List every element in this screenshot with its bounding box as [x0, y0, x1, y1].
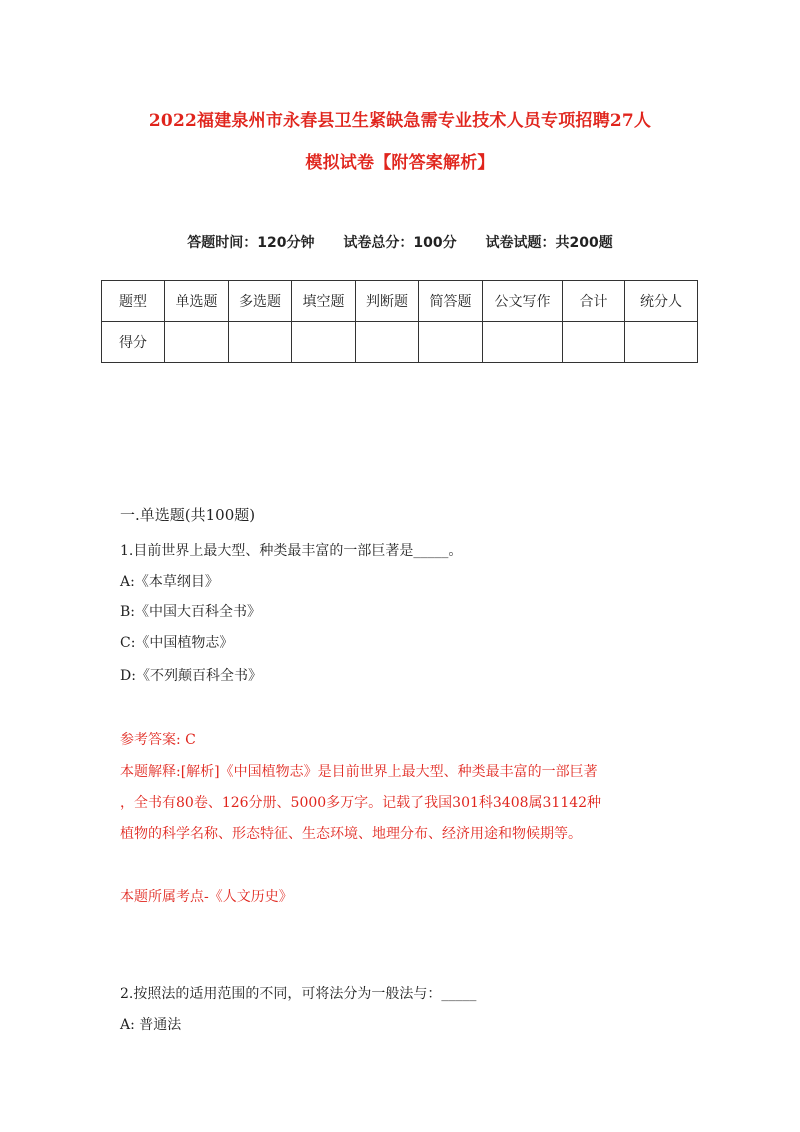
question-1-answer: 参考答案: C — [120, 732, 196, 748]
score-cell — [165, 322, 229, 363]
header-cell-fill-blank: 填空题 — [292, 281, 356, 322]
header-cell-single-choice: 单选题 — [165, 281, 229, 322]
header-cell-short-answer: 简答题 — [419, 281, 483, 322]
score-cell — [563, 322, 625, 363]
score-cell — [483, 322, 563, 363]
score-cell — [419, 322, 483, 363]
question-1-option-b: B:《中国大百科全书》 — [120, 604, 262, 620]
exam-total-score: 试卷总分：100分 — [343, 235, 457, 251]
header-cell-type: 题型 — [102, 281, 165, 322]
score-cell — [229, 322, 292, 363]
question-1-explanation-line-3: 植物的科学名称、形态特征、生态环境、地理分布、经济用途和物候期等。 — [120, 826, 582, 842]
exam-question-count: 试卷试题：共200题 — [485, 235, 613, 251]
question-1-option-c: C:《中国植物志》 — [120, 635, 234, 651]
question-1-option-d: D:《不列颠百科全书》 — [120, 668, 262, 684]
score-cell — [625, 322, 698, 363]
score-cell — [292, 322, 356, 363]
header-cell-official-writing: 公文写作 — [483, 281, 563, 322]
question-1-topic: 本题所属考点-《人文历史》 — [120, 889, 293, 905]
header-cell-scorer: 统分人 — [625, 281, 698, 322]
score-table — [101, 280, 698, 363]
question-1-option-a: A:《本草纲目》 — [120, 574, 219, 590]
question-2-option-a: A: 普通法 — [120, 1017, 182, 1033]
exam-info — [0, 232, 800, 252]
question-1-explanation-line-2: ，全书有80卷、126分册、5000多万字。记载了我国301科3408属31142种 — [120, 795, 602, 811]
section-heading: 一.单选题(共100题) — [120, 506, 256, 524]
header-cell-total: 合计 — [563, 281, 625, 322]
score-cell — [356, 322, 419, 363]
header-cell-true-false: 判断题 — [356, 281, 419, 322]
question-2-stem: 2.按照法的适用范围的不同，可将法分为一般法与：_____ — [120, 986, 477, 1002]
document-title-line-2: 模拟试卷【附答案解析】 — [305, 153, 495, 173]
question-1-explanation-line-1: 本题解释:[解析]《中国植物志》是目前世界上最大型、种类最丰富的一部巨著 — [120, 764, 598, 780]
score-table-header-row — [102, 281, 698, 322]
score-table-score-row — [102, 322, 698, 363]
document-title-line-1: 2022福建泉州市永春县卫生紧缺急需专业技术人员专项招聘27人 — [148, 111, 652, 131]
header-cell-multiple-choice: 多选题 — [229, 281, 292, 322]
exam-time: 答题时间：120分钟 — [187, 235, 315, 251]
question-1-stem: 1.目前世界上最大型、种类最丰富的一部巨著是_____。 — [120, 543, 463, 559]
score-row-label: 得分 — [102, 322, 165, 363]
